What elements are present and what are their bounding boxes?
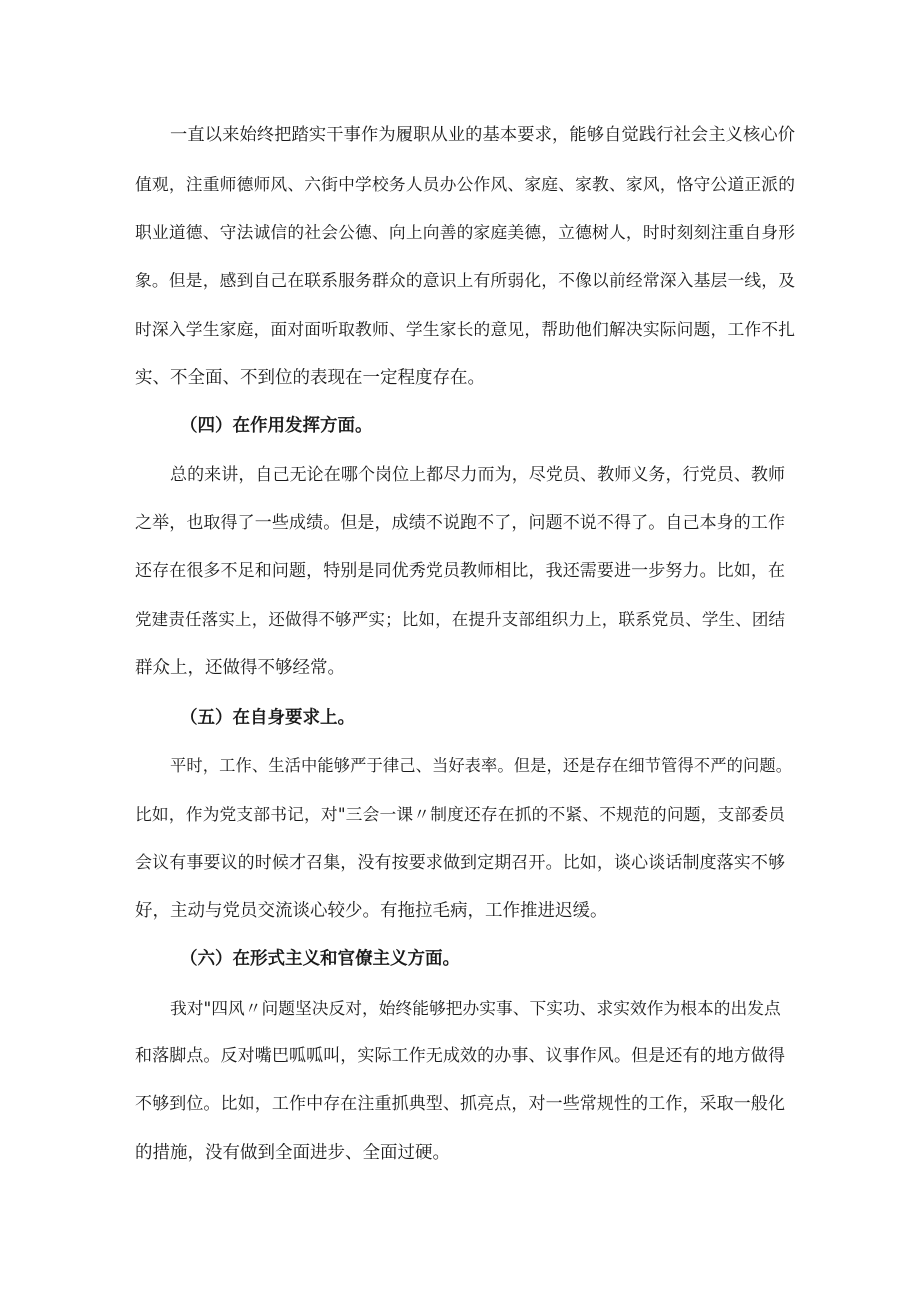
paragraph-3-line-2: 比如，作为党支部书记，对"三会一课〃制度还存在抓的不紧、不规范的问题，支部委员 — [135, 804, 785, 824]
paragraph-2-line-2: 之举，也取得了一些成绩。但是，成绩不说跑不了，问题不说不得了。自己本身的工作 — [135, 513, 785, 533]
paragraph-4-line-1: 我对"四风〃问题坚决反对，始终能够把办实事、下实功、求实效作为根本的出发点 — [170, 998, 781, 1018]
paragraph-2-line-1: 总的来讲，自己无论在哪个岗位上都尽力而为，尽党员、教师义务，行党员、教师 — [170, 465, 785, 485]
section-heading-6: （六）在形式主义和官僚主义方面。 — [180, 949, 460, 969]
paragraph-3-line-1: 平时，工作、生活中能够严于律己、当好表率。但是，还是存在细节管得不严的问题。 — [170, 756, 792, 775]
paragraph-3-line-4: 好，主动与党员交流谈心较少。有拖拉毛病，工作推进迟缓。 — [135, 901, 608, 921]
paragraph-1-line-4: 象。但是，感到自己在联系服务群众的意识上有所弱化，不像以前经常深入基层一线，及 — [135, 270, 795, 290]
paragraph-1-line-2: 值观，注重师德师风、六街中学校务人员办公作风、家庭、家教、家风，恪守公道正派的 — [135, 174, 795, 194]
paragraph-1-line-6: 实、不全面、不到位的表现在一定程度存在。 — [135, 368, 485, 388]
paragraph-1-line-3: 职业道德、守法诚信的社会公德、向上向善的家庭美德，立德树人，时时刻刻注重自身形 — [135, 222, 795, 242]
paragraph-4-line-4: 的措施，没有做到全面进步、全面过硬。 — [135, 1143, 450, 1163]
paragraph-3-line-3: 会议有事要议的时候才召集，没有按要求做到定期召开。比如，谈心谈话制度落实不够 — [135, 853, 785, 873]
paragraph-2-line-3: 还存在很多不足和问题，特别是同优秀党员教师相比，我还需要进一步努力。比如，在 — [135, 561, 785, 581]
paragraph-1-line-1: 一直以来始终把踏实干事作为履职从业的基本要求，能够自觉践行社会主义核心价 — [170, 125, 795, 145]
paragraph-4-line-3: 不够到位。比如，工作中存在注重抓典型、抓亮点，对一些常规性的工作，采取一般化 — [135, 1094, 785, 1114]
section-heading-4: （四）在作用发挥方面。 — [180, 416, 373, 436]
paragraph-2-line-4: 党建责任落实上，还做得不够严实；比如，在提升支部组织力上，联系党员、学生、团结 — [135, 610, 785, 629]
paragraph-2-line-5: 群众上，还做得不够经常。 — [135, 658, 345, 678]
paragraph-1-line-5: 时深入学生家庭，面对面听取教师、学生家长的意见，帮助他们解决实际问题，工作不扎 — [135, 319, 795, 339]
paragraph-4-line-2: 和落脚点。反对嘴巴呱呱叫，实际工作无成效的办事、议事作风。但是还有的地方做得 — [135, 1046, 785, 1066]
section-heading-5: （五）在自身要求上。 — [180, 708, 355, 728]
